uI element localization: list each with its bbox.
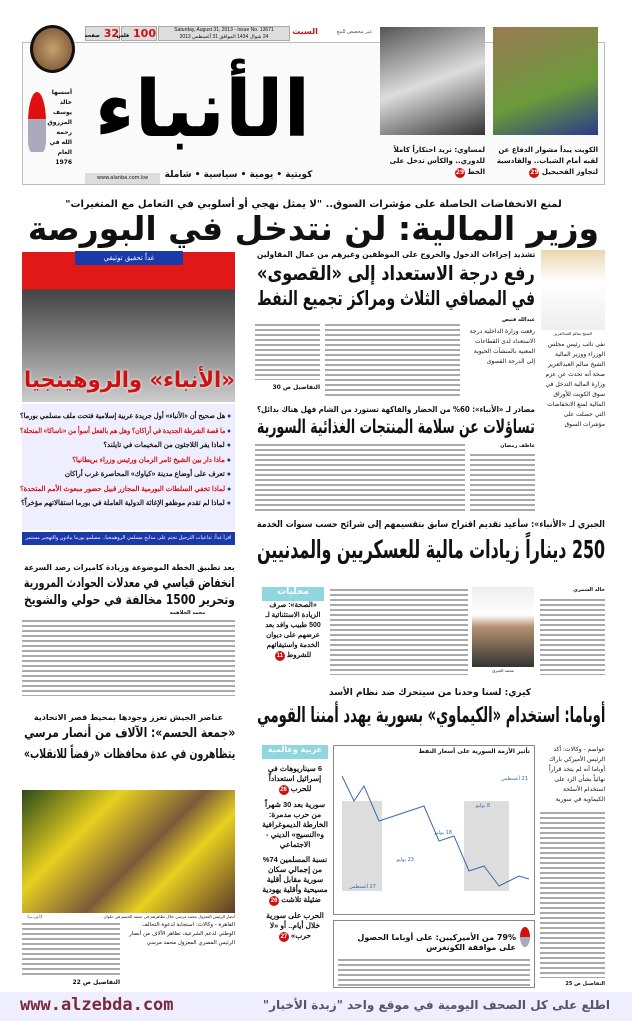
bullet-icon: ●: [226, 413, 231, 420]
investigation-title-text: «الأنباء» والروهينجيا: [24, 368, 235, 393]
lead-body: نفى نائب رئيس مجلس الوزراء ووزير المالية الشيخ سالم العبدالعزيز صحة أنه تحدث عن عزم وزارة المالية التدخل في سوق الكويت للأوراق المالية لمنع الانخفاضات التي حصلت على مؤشرات السوق: [545, 341, 605, 428]
egypt-headline[interactable]: [22, 727, 235, 740]
newspaper-logo[interactable]: الأنباء: [94, 65, 311, 155]
photo-caption: الشيخ سالم العبدالعزيز: [553, 331, 593, 336]
teaser-2[interactable]: [380, 145, 485, 178]
oil-price-chart: [333, 745, 535, 915]
issue-day: السبت: [292, 27, 318, 36]
not-for-sale: غير مخصص للبيع: [336, 29, 372, 35]
question-text: لماذا تخفي السلطات البورمية المجازر قبيل حضور مبعوث الأمم المتحدة؟: [19, 485, 225, 493]
teaser-1[interactable]: [493, 145, 598, 178]
lead-headline-text: وزير المالية: لن نتدخل في البورصة: [27, 209, 600, 248]
chart-annotation: 8 يوليو: [475, 803, 490, 809]
world-news-text: سورية بعد 30 شهراً من حرب مدمرة: الخارطة الديموغرافية و«النسيج» الديني - الاجتماعي: [262, 800, 328, 849]
date-en: Saturday, August 31, 2013 - Issue No. 13671: [174, 27, 274, 33]
photo-caption-text: أنصار الرئيس المعزول محمد مرسي خلال تظاهرهم في جمعة الحسم في حلوان: [103, 914, 235, 919]
egypt-headline-2[interactable]: [22, 748, 235, 761]
world-label: عربية وعالمية: [262, 745, 328, 759]
story2-kicker-text: تشديد إجراءات الدخول والخروج على الموظفين وغيرهم من عمال المقاولين: [256, 250, 535, 259]
pages-count: [85, 26, 120, 41]
syria-food-kicker: [255, 405, 535, 414]
body-text: [470, 452, 535, 514]
teaser-1-text: الكويت يبدأ مشوار الدفاع عن لقبه أمام الشباب.. والقادسية لتجاوز الفحيحيل: [496, 146, 598, 176]
body-text: [330, 587, 468, 675]
more-link[interactable]: التفاصيل ص 25: [565, 981, 605, 987]
obama-headline-text: أوباما: استخدام «الكيماوي» بسورية يهدد أمننا القومي: [256, 703, 605, 727]
story2-headline-2-text: في المصافي الثلاث ومراكز تجميع النفط: [257, 286, 535, 310]
obama-kicker: [255, 688, 605, 698]
world-news-item[interactable]: [262, 800, 328, 850]
question-text: هل صحيح أن «الأنباء» أول جريدة عربية إسلامية فتحت ملف مسلمي بورما؟: [19, 413, 226, 420]
pages-unit: صفحة: [84, 33, 100, 39]
traffic-kicker-text: بعد تطبيق الخطة الموضوعة وزيادة كاميرات رصد السرعة: [24, 563, 235, 572]
lead-headline[interactable]: [22, 209, 605, 248]
salaries-kicker-text: الجبري لـ «الأنباء»: سأعيد تقديم اقتراح سابق بتقسيمهم إلى شرائح حسب سنوات الخدمة: [257, 520, 605, 530]
bullet-icon: ●: [226, 485, 231, 493]
body-text: [255, 442, 465, 514]
body-text: [540, 810, 605, 978]
syria-food-headline[interactable]: [255, 418, 535, 437]
body-text: [540, 597, 605, 675]
question-text: لماذا لم تقدم موظفو الإغاثة الدولية العاملة في بورما استقالاتهم مؤخراً؟: [20, 500, 225, 507]
byline: محمد الجلاهمة: [169, 610, 206, 616]
story2-headline[interactable]: [255, 263, 535, 283]
lead-kicker-text: لمنع الانخفاضات الحاصلة على مؤشرات السوق.. "لا يمثل نهجي أو أسلوبي في التعامل مع المتغيرات": [65, 199, 562, 210]
chart-annotation: 21 أغسطس: [501, 776, 528, 782]
price-number: 100: [133, 27, 156, 40]
question-item: [22, 497, 235, 512]
syria-food-headline-text: تساؤلات عن سلامة المنتجات الغذائية السورية: [257, 416, 535, 438]
question-line: [103, 439, 231, 454]
chart-annotation: 27 أغسطس: [349, 884, 376, 890]
bullet-icon: ●: [226, 442, 231, 449]
salaries-headline-text: 250 ديناراً زيادات مالية للعسكريين والمدنيين: [256, 535, 605, 564]
local-news-box[interactable]: [262, 587, 324, 682]
photo-credit: (أ.ف.ب): [27, 914, 42, 919]
slogan-text: كويتية • يومية • سياسية • شاملة: [164, 170, 313, 180]
traffic-headline-text: انخفاض قياسي في معدلات الحوادث المرورية: [24, 576, 235, 591]
story2-kicker: [255, 250, 535, 259]
slogan: [162, 170, 315, 180]
body-text: [338, 957, 530, 987]
investigation-footer-text: اقرأ غداً: تداعيات الترحيل تحتم على مذابح مسلمي الروهينجيا.. مسلمو بورما يبادون والتهجير مستمر: [25, 535, 232, 541]
local-text: [262, 601, 324, 661]
body-text: [22, 618, 235, 696]
watermark-banner: [0, 992, 632, 1021]
obama-headline[interactable]: [255, 705, 605, 726]
story2-headline-text: رفع درجة الاستعداد إلى «القصوى»: [257, 261, 535, 285]
page-badge: 29: [530, 169, 539, 176]
question-text: ما قصة الشرطة الجديدة في أراكان؟ وهل هم بالفعل أسوأ من «ناساكا» المنحلة؟: [20, 427, 226, 435]
more-link[interactable]: التفاصيل ص 22: [72, 979, 120, 986]
chart-annotation: 23 يوليو: [396, 857, 414, 863]
egypt-headline-text: «جمعة الحسم»: الآلاف من أنصار مرسي: [23, 726, 235, 741]
bullet-icon: ●: [226, 471, 231, 478]
investigation-title[interactable]: [22, 370, 235, 392]
investigation-label: غداً تحقيق توثيقي: [75, 251, 183, 265]
question-line: [20, 483, 231, 498]
world-news-text: نسبة المسلمين 74% من إجمالي سكان سورية مقابل أقلية مسيحية وأقلية يهودية ضئيلة تلاشت: [262, 855, 328, 904]
body-text: [22, 921, 120, 977]
page-badge: 29: [455, 169, 465, 176]
question-text: تعرف على أوضاع مدينة «كياوك» المحاصرة غرب أراكان: [64, 471, 225, 478]
bullet-icon: ●: [226, 500, 231, 507]
flame-pen-icon: [28, 92, 46, 152]
mp-photo: [472, 587, 534, 667]
pages-number: 32: [103, 27, 119, 40]
minister-photo: [541, 250, 605, 330]
question-item: [22, 439, 235, 454]
body-text: [325, 322, 460, 398]
local-label: محليات: [262, 587, 324, 601]
body-text: [255, 322, 320, 380]
byline: عبدالله قنيص: [502, 317, 535, 323]
traffic-kicker: [22, 563, 235, 572]
page-badge: 26: [270, 898, 278, 904]
date-ar: 24 شوال 1434 الموافق 31 أغسطس 2013: [179, 33, 269, 40]
photo-caption: محمد الجبري: [492, 668, 514, 673]
syria-food-kicker-text: مصادر لـ «الأنباء»: 60% من الخضار والفاكهة تستورد من الشام فهل هناك بدائل؟: [257, 405, 535, 414]
bullet-icon: ●: [227, 427, 231, 435]
story2-headline-2[interactable]: [255, 288, 535, 308]
protest-photo[interactable]: [22, 790, 235, 913]
banner-text: اطلع على كل الصحف اليومية في موقع واحد "زبدة الأخبار": [262, 998, 610, 1012]
question-line: [72, 454, 231, 469]
traffic-headline-2[interactable]: [22, 594, 235, 607]
question-line: [65, 468, 231, 483]
egypt-headline-2-text: يتظاهرون في عدة محافظات «رفضاً للانقلاب»: [23, 747, 235, 762]
traffic-headline[interactable]: [22, 577, 235, 590]
page-badge: 26: [280, 787, 287, 793]
founder-portrait: [30, 25, 75, 73]
salaries-kicker: [255, 520, 605, 530]
date-ar-line: [159, 34, 289, 41]
question-text: ماذا دار بين الشيخ ثامر الزمان ورئيس وزراء بريطانيا؟: [72, 456, 225, 464]
poll-headline[interactable]: 79% من الأميركيين: على أوباما الحصول على موافقة الكونغرس: [357, 933, 516, 952]
salaries-headline[interactable]: [255, 537, 605, 562]
question-text: لماذا يفر اللاجئون من المخيمات في تايلند؟: [103, 442, 225, 449]
page-badge: 27: [280, 934, 288, 940]
chart-annotation: 18 يوليو: [434, 830, 452, 836]
egypt-kicker-text: عناصر الجيش تعزز وجودها بمحيط قصر الاتحادية: [33, 713, 224, 722]
price-unit: فلس: [116, 33, 130, 39]
more-link[interactable]: التفاصيل ص 30: [272, 384, 320, 391]
world-news-item[interactable]: [262, 855, 328, 906]
local-text-body: «الصحة»: صرف الزيادة الاستثنائية لـ 500 طبيب وافد بعد عرضهم على ديوان الخدمة واستيفائهم للشروط: [265, 602, 321, 659]
photo-caption: [44, 914, 235, 919]
world-news-text: 6 سيناريوهات في إسرائيل استعداداً للحرب: [267, 764, 323, 793]
egypt-body: القاهرة - وكالات: استجابة لدعوة التحالف الوطني لدعم الشرعية، تظاهر الآلاف من أنصار الرئيس المصري المعزول محمد مرسي: [129, 922, 235, 946]
bullet-icon: ●: [226, 456, 231, 464]
question-item: [19, 483, 235, 498]
question-item: [22, 454, 235, 469]
world-news-item[interactable]: [262, 911, 328, 942]
teaser-photo-football[interactable]: [493, 27, 598, 135]
issue-date: [158, 26, 290, 41]
banner-url[interactable]: www.alzebda.com: [20, 995, 174, 1015]
traffic-headline-2-text: وتحرير 1500 مخالفة في حولي والشويخ: [24, 593, 235, 608]
flame-icon: [520, 927, 530, 947]
chart-title: تأثير الأزمة السورية على أسعار النفط: [418, 748, 530, 755]
question-item: [22, 468, 235, 483]
teaser-2-text: لمساوي: نريد احتكاراً كاملاً للدوري.. والكأس تدخل على الخط: [389, 146, 485, 176]
page-badge: 11: [276, 653, 283, 659]
byline: خالد الشمري: [573, 587, 605, 593]
teaser-photo-photographers[interactable]: [380, 27, 485, 135]
world-news-text: الحرب على سورية خلال أيام.. أو «لا حرب»: [266, 911, 324, 940]
story2-body: رفعت وزارة الداخلية درجة الاستعداد لدى القطاعات المعنية بالمنشآت الحيوية إلى الدرجة القصوى: [469, 328, 535, 365]
website-link[interactable]: www.alanba.com.kw: [85, 173, 160, 184]
obama-kicker-text: كيري: لسنا وحدنا من سيتحرك ضد نظام الأسد: [329, 688, 531, 698]
byline: عاطف رمضان: [500, 443, 535, 449]
question-line: [21, 497, 231, 512]
founder-note: أسسها خالد يوسف المرزوق رحمه الله في العام 1976: [47, 89, 72, 166]
poll-box: [333, 920, 535, 988]
obama-body: عواصم - وكالات: أكد الرئيس الأميركي باراك أوباما أنه لم يتخذ قراراً نهائياً بشأن الرد على استخدام الأسلحة الكيماوية في سورية: [548, 746, 605, 803]
world-news-item[interactable]: [262, 764, 328, 795]
world-news-box: [262, 745, 328, 947]
price: [116, 26, 157, 41]
